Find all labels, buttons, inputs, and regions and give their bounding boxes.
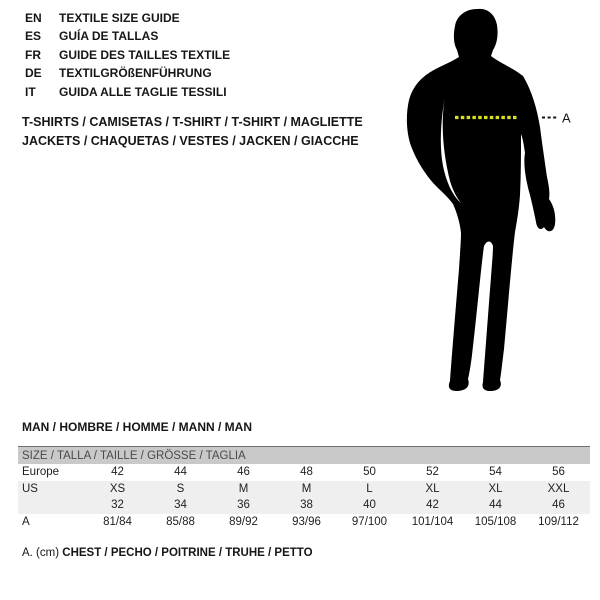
size-cell: 46 [237, 466, 250, 479]
size-cell: 46 [527, 497, 590, 514]
lang-label: GUIDA ALLE TAGLIE TESSILI [59, 84, 227, 99]
size-cell: 34 [149, 497, 212, 514]
lang-row-fr [25, 46, 230, 64]
lang-code: EN [25, 11, 42, 25]
size-table-header-row [18, 447, 590, 465]
lang-label: GUÍA DE TALLAS [59, 29, 159, 44]
row-label: US [18, 481, 86, 498]
footnote-prefix: A. (cm) [22, 547, 60, 559]
garment-line-jackets: JACKETS / CHAQUETAS / VESTES / JACKEN / GIACCHE [22, 133, 359, 148]
row-label: Europe [22, 466, 60, 479]
table-row-chest-cm [18, 514, 590, 531]
garment-types [22, 113, 363, 150]
lang-label: TEXTILE SIZE GUIDE [59, 11, 180, 25]
size-cell: XL [401, 481, 464, 498]
size-cell: 105/108 [474, 515, 517, 528]
size-cell: 109/112 [538, 515, 579, 528]
lang-code: ES [25, 29, 42, 44]
size-cell: XL [464, 481, 527, 498]
measurement-footnote [22, 547, 313, 559]
size-cell: 89/92 [229, 515, 258, 528]
lang-label: GUIDE DES TAILLES TEXTILE [59, 47, 231, 62]
size-cell: 36 [212, 497, 275, 514]
lang-label: TEXTILGRÖßENFÜHRUNG [59, 66, 212, 81]
section-title-man: MAN / HOMBRE / HOMME / MANN / MAN [22, 420, 252, 434]
table-row-us [18, 481, 590, 498]
language-list [25, 9, 230, 101]
garment-line-tshirts: T-SHIRTS / CAMISETAS / T-SHIRT / T-SHIRT / MAGLIETTE [22, 115, 363, 129]
size-cell: 44 [464, 497, 527, 514]
man-silhouette-figure [395, 5, 590, 395]
size-table-header: SIZE / TALLA / TAILLE / GRÖSSE / TAGLIA [18, 447, 590, 465]
row-label: A [22, 515, 30, 528]
table-row-numeric [18, 497, 590, 514]
lang-code: DE [25, 66, 42, 81]
size-cell: M [275, 481, 338, 498]
man-silhouette-icon [395, 5, 590, 395]
size-cell: 50 [363, 466, 376, 479]
size-cell: XS [86, 481, 149, 498]
lang-row-es [25, 27, 230, 45]
size-cell: 56 [552, 466, 565, 479]
size-cell: 32 [86, 497, 149, 514]
lang-row-en [25, 9, 230, 27]
size-cell: XXL [527, 481, 590, 498]
size-cell: 54 [489, 466, 502, 479]
size-cell: 81/84 [103, 515, 132, 528]
size-cell: 93/96 [292, 515, 321, 528]
size-cell: S [149, 481, 212, 498]
row-label [18, 497, 86, 514]
size-cell: L [338, 481, 401, 498]
size-cell: 97/100 [351, 515, 388, 528]
size-cell: 52 [426, 466, 439, 479]
size-cell: 85/88 [166, 515, 195, 528]
size-cell: 42 [401, 497, 464, 514]
footnote-text: CHEST / PECHO / POITRINE / TRUHE / PETTO [62, 547, 313, 559]
measure-label-a: A [562, 110, 571, 126]
lang-row-it [25, 83, 230, 101]
size-cell: 48 [300, 466, 313, 479]
size-cell: 38 [275, 497, 338, 514]
lang-code: IT [25, 84, 36, 99]
table-row-europe [18, 464, 590, 481]
size-cell: 101/104 [411, 515, 454, 528]
lang-code: FR [25, 47, 41, 62]
lang-row-de [25, 64, 230, 82]
size-cell: 42 [111, 466, 124, 479]
size-cell: 44 [174, 466, 187, 479]
size-cell: 40 [338, 497, 401, 514]
size-table [18, 446, 590, 530]
size-cell: M [212, 481, 275, 498]
